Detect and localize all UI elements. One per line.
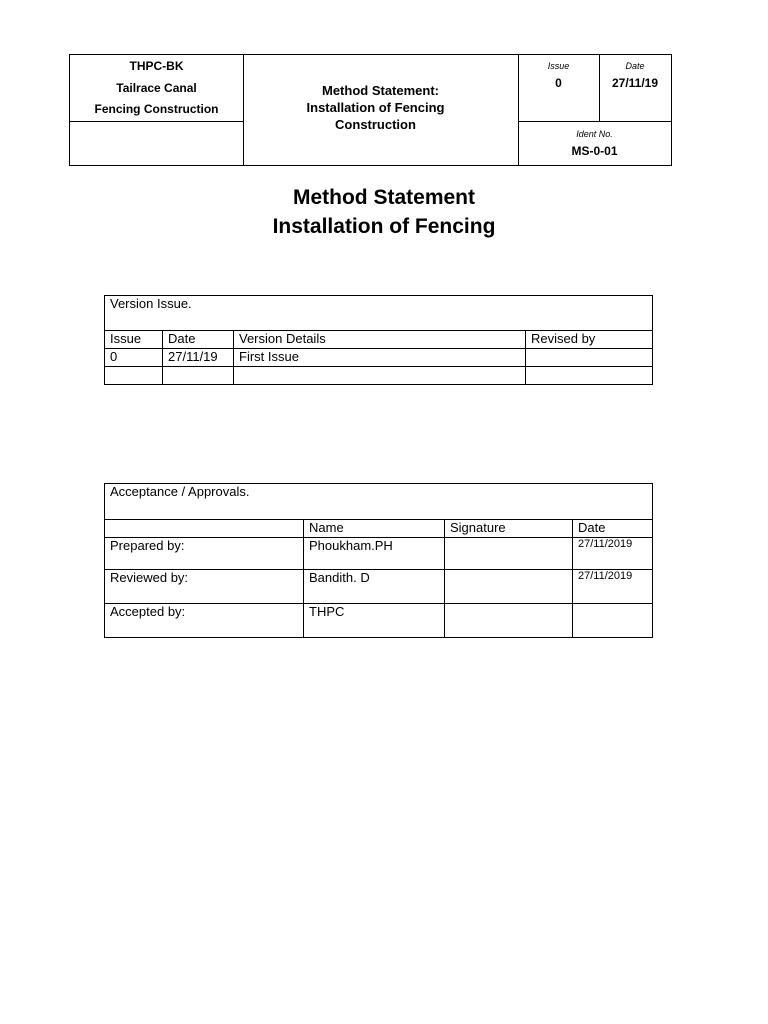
header-doc-title-line3: Construction <box>335 117 416 132</box>
approvals-table-caption: Acceptance / Approvals. <box>105 484 653 520</box>
header-project-line1: Tailrace Canal <box>116 81 197 95</box>
approval-date: 27/11/2019 <box>573 570 653 604</box>
document-header <box>69 54 672 166</box>
column-header: Version Details <box>234 331 526 349</box>
approvals-table <box>104 483 653 638</box>
header-date-label: Date <box>625 61 645 71</box>
column-header: Name <box>304 520 445 538</box>
version-table <box>104 295 653 385</box>
approval-date: 27/11/2019 <box>573 538 653 570</box>
table-cell <box>163 367 234 385</box>
header-date-value: 27/11/19 <box>611 76 659 90</box>
approver-name: Phoukham.PH <box>304 538 445 570</box>
header-issue-value: 0 <box>555 76 562 90</box>
page-title-line2: Installation of Fencing <box>272 215 496 238</box>
header-issue-label: Issue <box>547 61 570 71</box>
column-header <box>105 520 304 538</box>
role-label: Accepted by: <box>105 604 304 638</box>
table-header-row <box>105 520 653 538</box>
table-row <box>105 349 653 367</box>
version-table-caption: Version Issue. <box>105 296 653 331</box>
header-divider <box>518 121 671 122</box>
header-project-line2: Fencing Construction <box>94 102 219 116</box>
header-ident-label: Ident No. <box>576 129 613 139</box>
column-header: Revised by <box>526 331 653 349</box>
column-header: Signature <box>445 520 573 538</box>
signature-cell <box>445 538 573 570</box>
table-cell <box>526 367 653 385</box>
header-doc-title-line1: Method Statement: <box>322 83 439 98</box>
column-header: Issue <box>105 331 163 349</box>
table-header-row <box>105 331 653 349</box>
header-org: THPC-BK <box>129 59 184 73</box>
approver-name: Bandith. D <box>304 570 445 604</box>
header-divider <box>70 121 243 122</box>
header-doc-title-line2: Installation of Fencing <box>306 100 445 115</box>
signature-cell <box>445 570 573 604</box>
table-row <box>105 367 653 385</box>
role-label: Reviewed by: <box>105 570 304 604</box>
table-cell <box>526 349 653 367</box>
table-cell <box>234 367 526 385</box>
page-title-line1: Method Statement <box>292 186 475 209</box>
page-title <box>0 183 768 241</box>
table-row <box>105 570 653 604</box>
column-header: Date <box>573 520 653 538</box>
table-cell <box>105 367 163 385</box>
header-ident-value: MS-0-01 <box>571 144 618 158</box>
column-header: Date <box>163 331 234 349</box>
approval-date <box>573 604 653 638</box>
table-cell: 0 <box>105 349 163 367</box>
role-label: Prepared by: <box>105 538 304 570</box>
approver-name: THPC <box>304 604 445 638</box>
signature-cell <box>445 604 573 638</box>
table-cell: First Issue <box>234 349 526 367</box>
table-cell: 27/11/19 <box>163 349 234 367</box>
table-row <box>105 604 653 638</box>
table-row <box>105 538 653 570</box>
